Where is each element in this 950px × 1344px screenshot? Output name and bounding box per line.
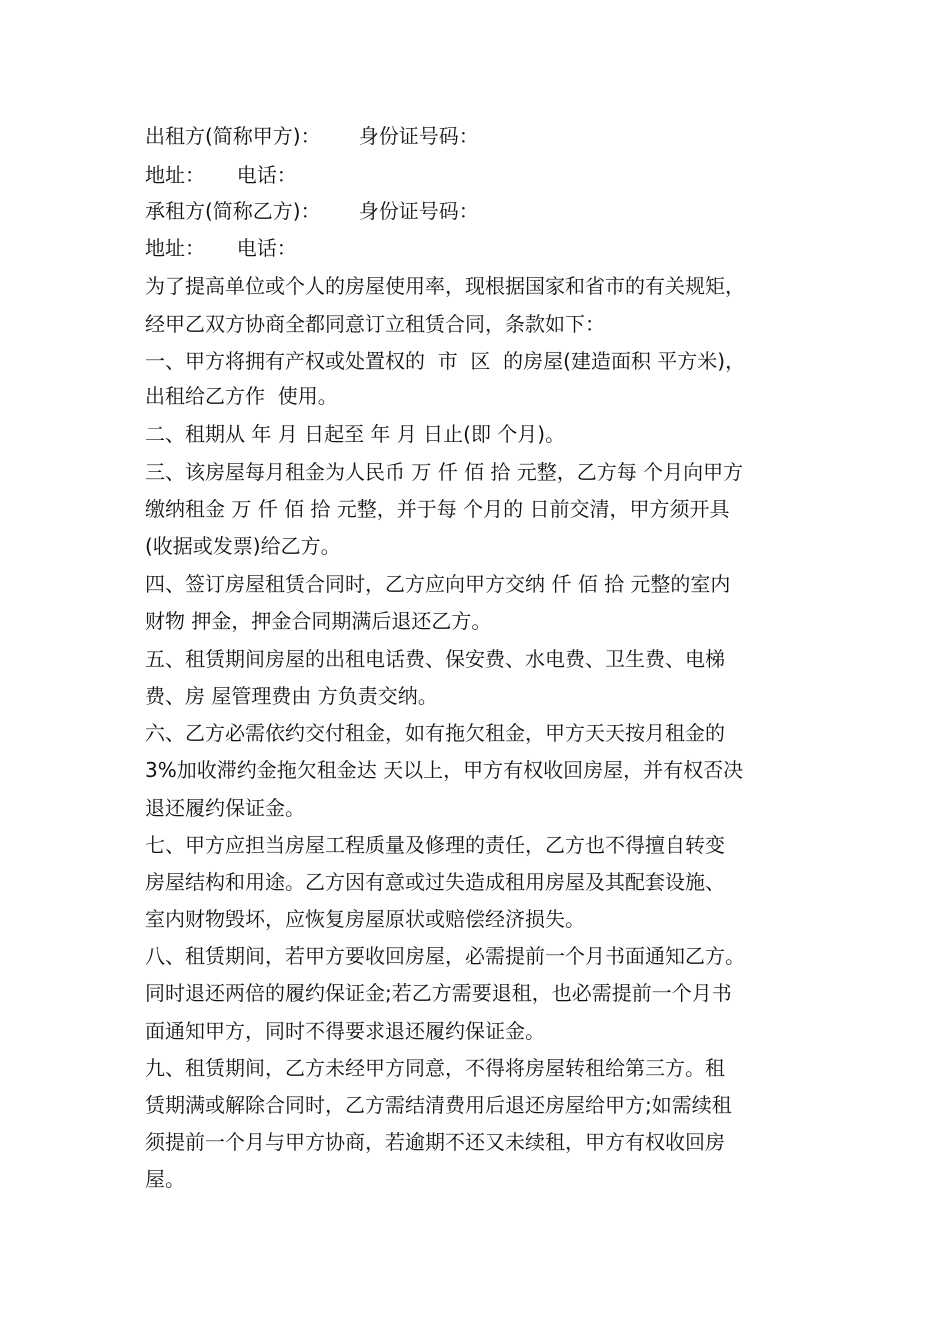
clause-9-line: 九、租赁期间，乙方未经甲方同意，不得将房屋转租给第三方。租 (145, 1056, 725, 1080)
clause-6-line: 退还履约保证金。 (145, 796, 305, 820)
lessee-address-line: 地址： 电话： (145, 236, 297, 260)
clause-7-line: 七、甲方应担当房屋工程质量及修理的责任，乙方也不得擅自转变 (145, 833, 725, 857)
clause-6-line: 3%加收滞约金拖欠租金达 天以上，甲方有权收回房屋，并有权否决 (145, 758, 744, 782)
lessor-address-line: 地址： 电话： (145, 163, 297, 187)
clause-5-line: 五、租赁期间房屋的出租电话费、保安费、水电费、卫生费、电梯 (145, 647, 725, 671)
clause-7-line: 室内财物毁坏，应恢复房屋原状或赔偿经济损失。 (145, 907, 585, 931)
clause-1-line: 一、甲方将拥有产权或处置权的 市 区 的房屋(建造面积 平方米)， (145, 349, 746, 373)
clause-3-line: 缴纳租金 万 仟 佰 拾 元整，并于每 个月的 日前交清，甲方须开具 (145, 497, 730, 521)
clause-5-line: 费、房 屋管理费由 方负责交纳。 (145, 684, 438, 708)
preamble-line: 为了提高单位或个人的房屋使用率，现根据国家和省市的有关规矩， (145, 274, 745, 298)
lessee-line: 承租方(简称乙方)： 身份证号码： (145, 199, 479, 223)
clause-8-line: 同时退还两倍的履约保证金;若乙方需要退租，也必需提前一个月书 (145, 981, 732, 1005)
preamble-line: 经甲乙双方协商全都同意订立租赁合同，条款如下： (145, 312, 605, 336)
lessor-line: 出租方(简称甲方)： 身份证号码： (145, 124, 479, 148)
clause-1-line: 出租给乙方作 使用。 (145, 384, 338, 408)
clause-8-line: 八、租赁期间，若甲方要收回房屋，必需提前一个月书面通知乙方。 (145, 944, 745, 968)
clause-2-line: 二、租期从 年 月 日起至 年 月 日止(即 个月)。 (145, 422, 566, 446)
clause-9-line: 屋。 (145, 1167, 185, 1191)
clause-9-line: 赁期满或解除合同时，乙方需结清费用后退还房屋给甲方;如需续租 (145, 1093, 732, 1117)
clause-8-line: 面通知甲方，同时不得要求退还履约保证金。 (145, 1019, 545, 1043)
clause-9-line: 须提前一个月与甲方协商，若逾期不还又未续租，甲方有权收回房 (145, 1130, 725, 1154)
clause-7-line: 房屋结构和用途。乙方因有意或过失造成租用房屋及其配套设施、 (145, 870, 725, 894)
clause-6-line: 六、乙方必需依约交付租金，如有拖欠租金，甲方天天按月租金的 (145, 721, 725, 745)
clause-3-line: 三、该房屋每月租金为人民币 万 仟 佰 拾 元整，乙方每 个月向甲方 (145, 460, 744, 484)
clause-4-line: 财物 押金，押金合同期满后退还乙方。 (145, 609, 492, 633)
clause-3-line: (收据或发票)给乙方。 (145, 534, 341, 558)
clause-4-line: 四、签订房屋租赁合同时，乙方应向甲方交纳 仟 佰 拾 元整的室内 (145, 572, 731, 596)
